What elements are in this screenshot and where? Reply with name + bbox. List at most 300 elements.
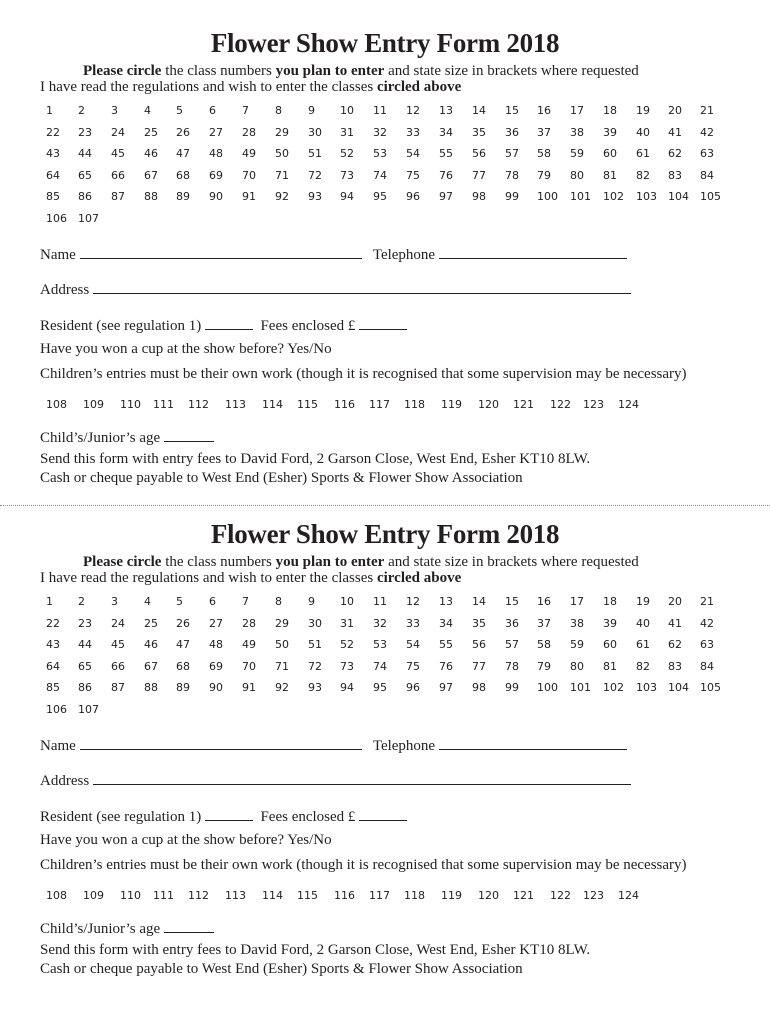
class-number[interactable]: 29 [275,617,289,630]
instruction-text-1: the class numbers [161,63,276,79]
class-number[interactable]: 77 [472,169,486,182]
class-number[interactable]: 97 [439,681,453,694]
class-number[interactable]: 46 [144,638,158,651]
class-number[interactable]: 88 [144,190,158,203]
class-number[interactable]: 67 [144,660,158,673]
class-number[interactable]: 87 [111,190,125,203]
telephone-label: Telephone [372,738,436,754]
class-number[interactable]: 69 [209,660,223,673]
class-number[interactable]: 16 [537,595,551,608]
class-number[interactable]: 52 [340,147,354,160]
class-number[interactable]: 45 [111,638,125,651]
class-number[interactable]: 4 [144,104,151,117]
children-note: Children’s entries must be their own work (though it is recognised that some supervision may be necessary) [40,366,687,382]
age-label: Child’s/Junior’s age [40,430,161,446]
class-number[interactable]: 106 [46,212,67,225]
class-number[interactable]: 34 [439,126,453,139]
class-number[interactable]: 28 [242,126,256,139]
junior-class-number[interactable]: 110 [120,889,141,902]
class-number[interactable]: 106 [46,703,67,716]
regulations-text: I have read the regulations and wish to enter the classes [40,570,377,586]
class-number[interactable]: 39 [603,617,617,630]
junior-class-number[interactable]: 109 [83,398,104,411]
class-number[interactable]: 61 [636,638,650,651]
class-number[interactable]: 24 [111,126,125,139]
class-number[interactable]: 40 [636,126,650,139]
class-number[interactable]: 54 [406,638,420,651]
class-number[interactable]: 13 [439,595,453,608]
junior-class-number[interactable]: 111 [153,398,174,411]
class-number[interactable]: 79 [537,660,551,673]
address-field[interactable] [93,771,631,785]
junior-class-number[interactable]: 122 [550,398,571,411]
class-number[interactable]: 14 [472,104,486,117]
class-number[interactable]: 78 [505,169,519,182]
class-number[interactable]: 56 [472,638,486,651]
telephone-field[interactable] [439,736,627,750]
class-number[interactable]: 94 [340,681,354,694]
class-number[interactable]: 73 [340,169,354,182]
class-number[interactable]: 4 [144,595,151,608]
address-label: Address [40,282,90,298]
class-number[interactable]: 17 [570,595,584,608]
class-number[interactable]: 62 [668,638,682,651]
class-number[interactable]: 75 [406,169,420,182]
class-number[interactable]: 16 [537,104,551,117]
cup-question: Have you won a cup at the show before? Yes/No [40,832,332,848]
class-number[interactable]: 2 [78,595,85,608]
class-number[interactable]: 51 [308,147,322,160]
class-number[interactable]: 21 [700,104,714,117]
junior-class-number[interactable]: 115 [297,889,318,902]
junior-class-number[interactable]: 109 [83,889,104,902]
class-number[interactable]: 48 [209,638,223,651]
class-number[interactable]: 26 [176,617,190,630]
class-number[interactable]: 91 [242,190,256,203]
class-number[interactable]: 23 [78,617,92,630]
class-number[interactable]: 18 [603,595,617,608]
class-number[interactable]: 89 [176,190,190,203]
class-number[interactable]: 93 [308,190,322,203]
class-number[interactable]: 47 [176,638,190,651]
class-number[interactable]: 99 [505,681,519,694]
class-number[interactable]: 36 [505,126,519,139]
class-number[interactable]: 50 [275,147,289,160]
fees-label: Fees enclosed £ [260,809,356,825]
junior-class-number[interactable]: 119 [441,398,462,411]
junior-class-number[interactable]: 116 [334,398,355,411]
class-number[interactable]: 17 [570,104,584,117]
regulations-bold: circled above [376,570,462,586]
resident-label: Resident (see regulation 1) [40,318,202,334]
class-number[interactable]: 95 [373,190,387,203]
form-title: Flower Show Entry Form 2018 [210,28,560,58]
regulations-line [40,570,461,587]
junior-class-number[interactable]: 121 [513,398,534,411]
class-number[interactable]: 37 [537,617,551,630]
class-number[interactable]: 100 [537,681,558,694]
address-line [40,280,631,299]
class-number[interactable]: 85 [46,681,60,694]
age-line [40,428,214,447]
class-number[interactable]: 81 [603,660,617,673]
junior-class-number[interactable]: 114 [262,889,283,902]
class-number[interactable]: 56 [472,147,486,160]
class-number[interactable]: 22 [46,126,60,139]
junior-class-number[interactable]: 108 [46,889,67,902]
children-note: Children’s entries must be their own work (though it is recognised that some supervision may be necessary) [40,857,687,873]
class-number[interactable]: 97 [439,190,453,203]
name-label: Name [40,738,76,754]
class-number[interactable]: 66 [111,169,125,182]
class-number[interactable]: 92 [275,681,289,694]
class-number[interactable]: 68 [176,169,190,182]
class-number[interactable]: 42 [700,126,714,139]
class-number[interactable]: 107 [78,212,99,225]
class-number[interactable]: 60 [603,638,617,651]
class-number[interactable]: 2 [78,104,85,117]
entry-form-2 [0,491,770,981]
class-number[interactable]: 5 [176,104,183,117]
junior-class-number[interactable]: 124 [618,398,639,411]
class-number[interactable]: 38 [570,126,584,139]
class-number[interactable]: 63 [700,147,714,160]
class-number[interactable]: 71 [275,169,289,182]
class-number[interactable]: 104 [668,681,689,694]
class-number[interactable]: 89 [176,681,190,694]
class-number[interactable]: 101 [570,190,591,203]
cup-question: Have you won a cup at the show before? Yes/No [40,341,332,357]
class-number[interactable]: 49 [242,638,256,651]
class-number[interactable]: 60 [603,147,617,160]
junior-class-number[interactable]: 123 [583,398,604,411]
class-number[interactable]: 31 [340,126,354,139]
junior-class-number[interactable]: 118 [404,889,425,902]
class-number[interactable]: 79 [537,169,551,182]
class-number[interactable]: 54 [406,147,420,160]
class-number[interactable]: 27 [209,126,223,139]
class-number[interactable]: 57 [505,638,519,651]
fees-field[interactable] [359,807,407,821]
class-number[interactable]: 3 [111,595,118,608]
class-number[interactable]: 103 [636,190,657,203]
class-number[interactable]: 33 [406,617,420,630]
class-number[interactable]: 19 [636,595,650,608]
class-number[interactable]: 102 [603,681,624,694]
junior-class-number[interactable]: 111 [153,889,174,902]
class-number[interactable]: 43 [46,638,60,651]
class-number[interactable]: 80 [570,169,584,182]
class-number[interactable]: 98 [472,681,486,694]
class-number[interactable]: 32 [373,617,387,630]
class-number[interactable]: 83 [668,169,682,182]
resident-label: Resident (see regulation 1) [40,809,202,825]
class-number[interactable]: 64 [46,660,60,673]
class-number[interactable]: 59 [570,638,584,651]
class-number[interactable]: 77 [472,660,486,673]
instruction-line [83,554,639,571]
junior-class-number[interactable]: 113 [225,889,246,902]
junior-class-number[interactable]: 115 [297,398,318,411]
class-number[interactable]: 92 [275,190,289,203]
class-number[interactable]: 35 [472,126,486,139]
junior-class-number[interactable]: 120 [478,889,499,902]
class-number[interactable]: 95 [373,681,387,694]
class-number[interactable]: 12 [406,595,420,608]
class-number[interactable]: 42 [700,617,714,630]
class-number[interactable]: 7 [242,104,249,117]
class-number[interactable]: 82 [636,660,650,673]
class-number[interactable]: 7 [242,595,249,608]
class-number[interactable]: 41 [668,126,682,139]
class-number[interactable]: 51 [308,638,322,651]
class-number[interactable]: 70 [242,169,256,182]
class-number[interactable]: 8 [275,104,282,117]
class-number[interactable]: 44 [78,147,92,160]
junior-class-number[interactable]: 123 [583,889,604,902]
form-title: Flower Show Entry Form 2018 [210,519,560,549]
name-label: Name [40,247,76,263]
class-number[interactable]: 48 [209,147,223,160]
class-number[interactable]: 70 [242,660,256,673]
class-number[interactable]: 35 [472,617,486,630]
class-number[interactable]: 49 [242,147,256,160]
class-number[interactable]: 24 [111,617,125,630]
address-label: Address [40,773,90,789]
address-field[interactable] [93,280,631,294]
class-number[interactable]: 96 [406,190,420,203]
junior-class-number[interactable]: 122 [550,889,571,902]
class-number[interactable]: 13 [439,104,453,117]
class-number[interactable]: 55 [439,147,453,160]
class-number[interactable]: 66 [111,660,125,673]
instruction-text-2: and state size in brackets where requested [384,554,639,570]
class-number[interactable]: 46 [144,147,158,160]
junior-class-number[interactable]: 112 [188,398,209,411]
junior-class-number[interactable]: 110 [120,398,141,411]
class-number[interactable]: 87 [111,681,125,694]
class-number[interactable]: 101 [570,681,591,694]
entry-form-1 [0,0,770,490]
class-number[interactable]: 5 [176,595,183,608]
class-number[interactable]: 43 [46,147,60,160]
send-to-line: Send this form with entry fees to David Ford, 2 Garson Close, West End, Esher KT10 8LW. [40,942,591,958]
class-number[interactable]: 84 [700,660,714,673]
class-number[interactable]: 62 [668,147,682,160]
class-number[interactable]: 39 [603,126,617,139]
class-number[interactable]: 52 [340,638,354,651]
class-number[interactable]: 25 [144,617,158,630]
class-number[interactable]: 68 [176,660,190,673]
class-number[interactable]: 15 [505,104,519,117]
class-number[interactable]: 61 [636,147,650,160]
class-number[interactable]: 73 [340,660,354,673]
class-number[interactable]: 58 [537,147,551,160]
age-field[interactable] [164,919,214,933]
class-number[interactable]: 44 [78,638,92,651]
class-number[interactable]: 10 [340,104,354,117]
class-number[interactable]: 50 [275,638,289,651]
resident-field[interactable] [205,807,253,821]
class-number[interactable]: 71 [275,660,289,673]
class-number[interactable]: 81 [603,169,617,182]
junior-class-number[interactable]: 120 [478,398,499,411]
class-number[interactable]: 38 [570,617,584,630]
age-field[interactable] [164,428,214,442]
class-number[interactable]: 74 [373,169,387,182]
class-number[interactable]: 74 [373,660,387,673]
fees-label: Fees enclosed £ [260,318,356,334]
class-number[interactable]: 76 [439,169,453,182]
class-number[interactable]: 1 [46,595,53,608]
resident-fees-line [40,316,407,335]
class-number[interactable]: 30 [308,126,322,139]
class-number[interactable]: 12 [406,104,420,117]
class-number[interactable]: 72 [308,169,322,182]
class-number[interactable]: 21 [700,595,714,608]
class-number[interactable]: 58 [537,638,551,651]
class-number[interactable]: 90 [209,190,223,203]
class-number[interactable]: 47 [176,147,190,160]
class-number[interactable]: 78 [505,660,519,673]
junior-class-number[interactable]: 121 [513,889,534,902]
class-number[interactable]: 75 [406,660,420,673]
class-number[interactable]: 85 [46,190,60,203]
class-number[interactable]: 105 [700,190,721,203]
class-number[interactable]: 20 [668,104,682,117]
class-number[interactable]: 76 [439,660,453,673]
class-number[interactable]: 19 [636,104,650,117]
junior-class-number[interactable]: 119 [441,889,462,902]
class-number[interactable]: 11 [373,104,387,117]
class-number[interactable]: 96 [406,681,420,694]
junior-class-number[interactable]: 113 [225,398,246,411]
class-number[interactable]: 100 [537,190,558,203]
class-number[interactable]: 20 [668,595,682,608]
class-number[interactable]: 94 [340,190,354,203]
class-number[interactable]: 80 [570,660,584,673]
class-number[interactable]: 28 [242,617,256,630]
class-number[interactable]: 40 [636,617,650,630]
payable-to-line: Cash or cheque payable to West End (Esher) Sports & Flower Show Association [40,961,523,977]
class-number[interactable]: 18 [603,104,617,117]
name-field[interactable] [80,736,362,750]
class-number[interactable]: 86 [78,681,92,694]
class-number[interactable]: 72 [308,660,322,673]
resident-fees-line [40,807,407,826]
class-number[interactable]: 1 [46,104,53,117]
class-number[interactable]: 23 [78,126,92,139]
junior-class-number[interactable]: 117 [369,398,390,411]
class-number[interactable]: 105 [700,681,721,694]
class-number[interactable]: 103 [636,681,657,694]
class-number[interactable]: 88 [144,681,158,694]
class-number[interactable]: 104 [668,190,689,203]
class-number[interactable]: 29 [275,126,289,139]
fees-field[interactable] [359,316,407,330]
class-number[interactable]: 6 [209,595,216,608]
address-line [40,771,631,790]
class-number[interactable]: 99 [505,190,519,203]
class-number[interactable]: 55 [439,638,453,651]
class-number[interactable]: 11 [373,595,387,608]
class-number[interactable]: 22 [46,617,60,630]
instruction-bold-1: Please circle [83,63,162,79]
class-number[interactable]: 91 [242,681,256,694]
class-number[interactable]: 14 [472,595,486,608]
class-number[interactable]: 41 [668,617,682,630]
instruction-line [83,63,639,80]
name-field[interactable] [80,245,362,259]
instruction-text-2: and state size in brackets where requested [384,63,639,79]
class-number[interactable]: 82 [636,169,650,182]
class-number[interactable]: 107 [78,703,99,716]
class-number[interactable]: 37 [537,126,551,139]
class-number[interactable]: 53 [373,638,387,651]
class-number[interactable]: 6 [209,104,216,117]
class-number[interactable]: 84 [700,169,714,182]
class-number[interactable]: 65 [78,169,92,182]
junior-class-number[interactable]: 112 [188,889,209,902]
class-number[interactable]: 63 [700,638,714,651]
class-number[interactable]: 86 [78,190,92,203]
class-number[interactable]: 36 [505,617,519,630]
class-number[interactable]: 31 [340,617,354,630]
class-number[interactable]: 59 [570,147,584,160]
regulations-line [40,79,461,96]
class-number[interactable]: 65 [78,660,92,673]
telephone-field[interactable] [439,245,627,259]
junior-class-number[interactable]: 108 [46,398,67,411]
junior-class-number[interactable]: 117 [369,889,390,902]
instruction-bold-1: Please circle [83,554,162,570]
regulations-text: I have read the regulations and wish to enter the classes [40,79,377,95]
class-number[interactable]: 8 [275,595,282,608]
class-number[interactable]: 9 [308,595,315,608]
class-number[interactable]: 15 [505,595,519,608]
class-number[interactable]: 32 [373,126,387,139]
class-number[interactable]: 26 [176,126,190,139]
junior-class-number[interactable]: 114 [262,398,283,411]
class-number[interactable]: 93 [308,681,322,694]
class-number[interactable]: 33 [406,126,420,139]
class-number[interactable]: 27 [209,617,223,630]
resident-field[interactable] [205,316,253,330]
class-number[interactable]: 90 [209,681,223,694]
class-number[interactable]: 64 [46,169,60,182]
class-number[interactable]: 3 [111,104,118,117]
class-number[interactable]: 98 [472,190,486,203]
name-telephone-line [40,245,627,264]
junior-class-number[interactable]: 124 [618,889,639,902]
class-number[interactable]: 25 [144,126,158,139]
class-number[interactable]: 45 [111,147,125,160]
class-number[interactable]: 34 [439,617,453,630]
age-line [40,919,214,938]
class-number[interactable]: 53 [373,147,387,160]
class-number[interactable]: 83 [668,660,682,673]
class-number[interactable]: 30 [308,617,322,630]
telephone-label: Telephone [372,247,436,263]
junior-class-number[interactable]: 116 [334,889,355,902]
class-number[interactable]: 67 [144,169,158,182]
class-number[interactable]: 69 [209,169,223,182]
class-number[interactable]: 9 [308,104,315,117]
class-number[interactable]: 57 [505,147,519,160]
junior-class-number[interactable]: 118 [404,398,425,411]
class-number[interactable]: 102 [603,190,624,203]
class-number[interactable]: 10 [340,595,354,608]
